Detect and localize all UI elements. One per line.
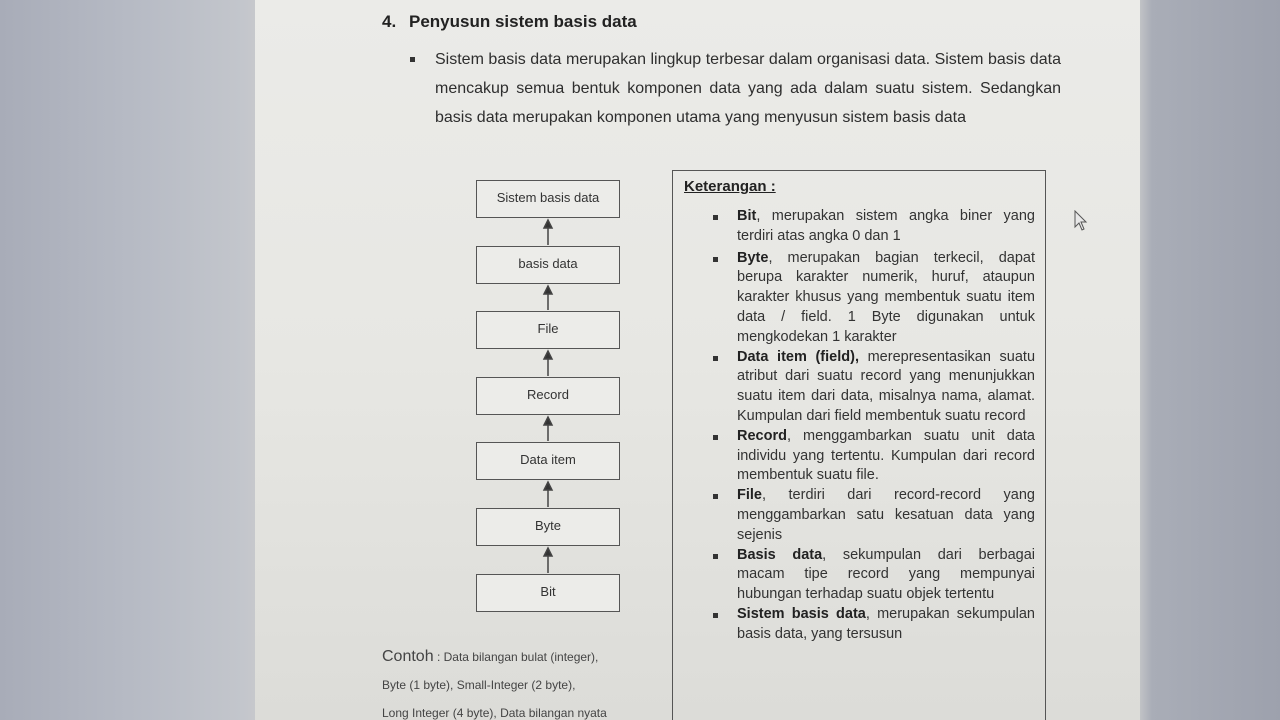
contoh-label: Contoh <box>382 648 434 665</box>
list-item <box>673 605 1043 645</box>
diagram-box-bit: Bit <box>476 574 620 612</box>
definition-data-item: merepresentasikan suatu atribut dari suatu record yang menunjukkan suatu item dari data, misalnya nama, alamat. Kumpulan dari field membentuk suatu record <box>737 348 1036 424</box>
contoh-line-2: Byte (1 byte), Small-Integer (2 byte), <box>382 678 576 692</box>
definition-record: , menggambarkan suatu unit data individu yang tertentu. Kumpulan dari record membentuk suatu file. <box>737 427 1035 484</box>
bullet-icon <box>713 554 718 559</box>
term-bit: Bit <box>737 208 757 224</box>
term-sistem-basis-data: Sistem basis data <box>737 605 866 622</box>
term-basis-data: Basis data <box>737 546 823 563</box>
contoh-line-3: Long Integer (4 byte), Data bilangan nyata <box>382 706 607 720</box>
bullet-icon <box>713 257 718 262</box>
diagram-box-file: File <box>476 311 620 349</box>
diagram-box-data-item: Data item <box>476 442 620 480</box>
list-item <box>673 546 1043 605</box>
term-data-item: Data item (field), <box>737 348 859 365</box>
bullet-icon <box>713 435 718 440</box>
list-item <box>673 207 1043 247</box>
list-item <box>673 427 1043 486</box>
bullet-icon <box>713 613 718 618</box>
term-record: Record <box>737 427 787 444</box>
definition-byte: , merupakan bagian terkecil, dapat berupa karakter numerik, huruf, ataupun karakter khusus yang membentuk suatu item data / field. 1 Byte digunakan untuk mengkodekan 1 karakter <box>737 249 1035 345</box>
keterangan-box <box>672 170 1046 720</box>
term-file: File <box>737 487 762 504</box>
intro-paragraph: Sistem basis data merupakan lingkup terbesar dalam organisasi data. Sistem basis data mencakup semua bentuk komponen data yang ada dalam suatu sistem. Sedangkan basis data merupakan komponen utama yang menyusun sistem basis data <box>435 51 1061 126</box>
diagram-box-sistem-basis-data: Sistem basis data <box>476 180 620 218</box>
document-page <box>255 0 1140 720</box>
list-item <box>673 348 1043 427</box>
mouse-pointer-icon <box>1074 210 1090 232</box>
definition-sistem-basis-data: , merupakan sekumpulan basis data, yang tersusun <box>737 605 1035 642</box>
keterangan-title: Keterangan : <box>684 178 776 195</box>
keterangan-list <box>673 207 1043 645</box>
contoh-block <box>382 643 672 720</box>
definition-basis-data: , sekumpulan dari berbagai macam tipe record yang mempunyai hubungan terhadap suatu objek tertentu <box>737 546 1035 603</box>
diagram-box-record: Record <box>476 377 620 415</box>
bullet-icon <box>713 494 718 499</box>
section-number: 4. <box>382 12 397 31</box>
list-item <box>673 486 1043 545</box>
definition-bit: , merupakan sistem angka biner yang terdiri atas angka 0 dan 1 <box>737 208 1035 244</box>
list-item <box>673 249 1043 348</box>
term-byte: Byte <box>737 249 769 266</box>
definition-file: , terdiri dari record-record yang menggambarkan satu kesatuan data yang sejenis <box>737 487 1035 543</box>
contoh-line-1: : Data bilangan bulat (integer), <box>436 650 599 664</box>
diagram-box-byte: Byte <box>476 508 620 546</box>
bullet-icon <box>713 215 718 220</box>
diagram-box-basis-data: basis data <box>476 246 620 284</box>
bullet-icon <box>713 356 718 361</box>
section-title: Penyusun sistem basis data <box>409 12 637 31</box>
